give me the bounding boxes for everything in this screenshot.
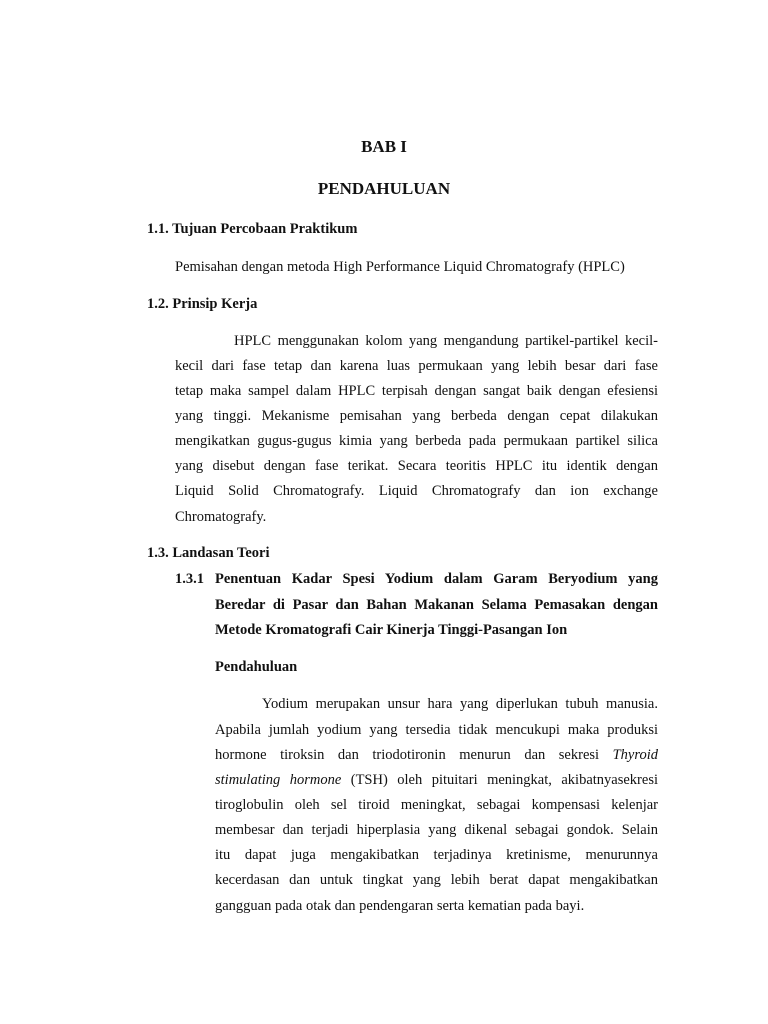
section-heading-1-2: 1.2. Prinsip Kerja — [147, 296, 258, 312]
subsection-subheading: Pendahuluan — [215, 659, 298, 675]
paragraph-line: Apabila jumlah yodium yang tersedia tidak mencukupi maka produksi — [215, 722, 658, 738]
italic-term: stimulating hormone — [215, 772, 342, 788]
paragraph-line: tiroglobulin oleh sel tiroid meningkat, sebagai kompensasi kelenjar — [215, 797, 658, 813]
paragraph-line: Yodium merupakan unsur hara yang diperlukan tubuh manusia. — [262, 696, 658, 712]
paragraph-line: mengikatkan gugus-gugus kimia yang berbeda pada permukaan partikel silica — [175, 433, 658, 449]
section-heading-1-3: 1.3. Landasan Teori — [147, 545, 270, 561]
subsection-title-line: Metode Kromatografi Cair Kinerja Tinggi-Pasangan Ion — [215, 622, 568, 638]
paragraph-text: hormone tiroksin dan triodotironin menurun dan sekresi — [215, 747, 613, 763]
subsection-number: 1.3.1 — [175, 571, 204, 587]
paragraph-line: kecerdasan dan untuk tingkat yang lebih berat dapat mengakibatkan — [215, 872, 658, 888]
chapter-number: BAB I — [361, 137, 407, 156]
paragraph-line: Liquid Solid Chromatografy. Liquid Chromatografy dan ion exchange — [175, 483, 658, 499]
italic-term: Thyroid — [612, 747, 658, 763]
paragraph-line: yang disebut dengan fase terikat. Secara teoritis HPLC itu identik dengan — [175, 458, 658, 474]
paragraph-line: gangguan pada otak dan pendengaran serta kematian pada bayi. — [215, 898, 585, 914]
paragraph-line: yang tinggi. Mekanisme pemisahan yang berbeda dengan cepat dilakukan — [175, 408, 658, 424]
subsection-title-line: Beredar di Pasar dan Bahan Makanan Selama Pemasakan dengan — [215, 597, 658, 613]
paragraph-line: tetap maka sampel dalam HPLC terpisah dengan sangat baik dengan efesiensi — [175, 383, 658, 399]
paragraph-line — [215, 747, 658, 764]
chapter-title: PENDAHULUAN — [317, 179, 451, 198]
section-1-1-text: Pemisahan dengan metoda High Performance Liquid Chromatografy (HPLC) — [175, 259, 625, 275]
paragraph-text: (TSH) oleh pituitari meningkat, akibatnyasekresi — [341, 772, 658, 788]
paragraph-line: kecil dari fase tetap dan karena luas permukaan yang lebih besar dari fase — [175, 358, 658, 374]
section-heading-1-1: 1.1. Tujuan Percobaan Praktikum — [147, 221, 358, 237]
subsection-title-line: Penentuan Kadar Spesi Yodium dalam Garam Beryodium yang — [215, 571, 658, 587]
paragraph-line — [215, 772, 658, 789]
paragraph-line: Chromatografy. — [175, 509, 267, 525]
paragraph-line: HPLC menggunakan kolom yang mengandung partikel-partikel kecil- — [234, 333, 658, 349]
paragraph-line: membesar dan terjadi hiperplasia yang dikenal sebagai gondok. Selain — [215, 822, 658, 838]
paragraph-line: itu dapat juga mengakibatkan terjadinya kretinisme, menurunnya — [215, 847, 658, 863]
